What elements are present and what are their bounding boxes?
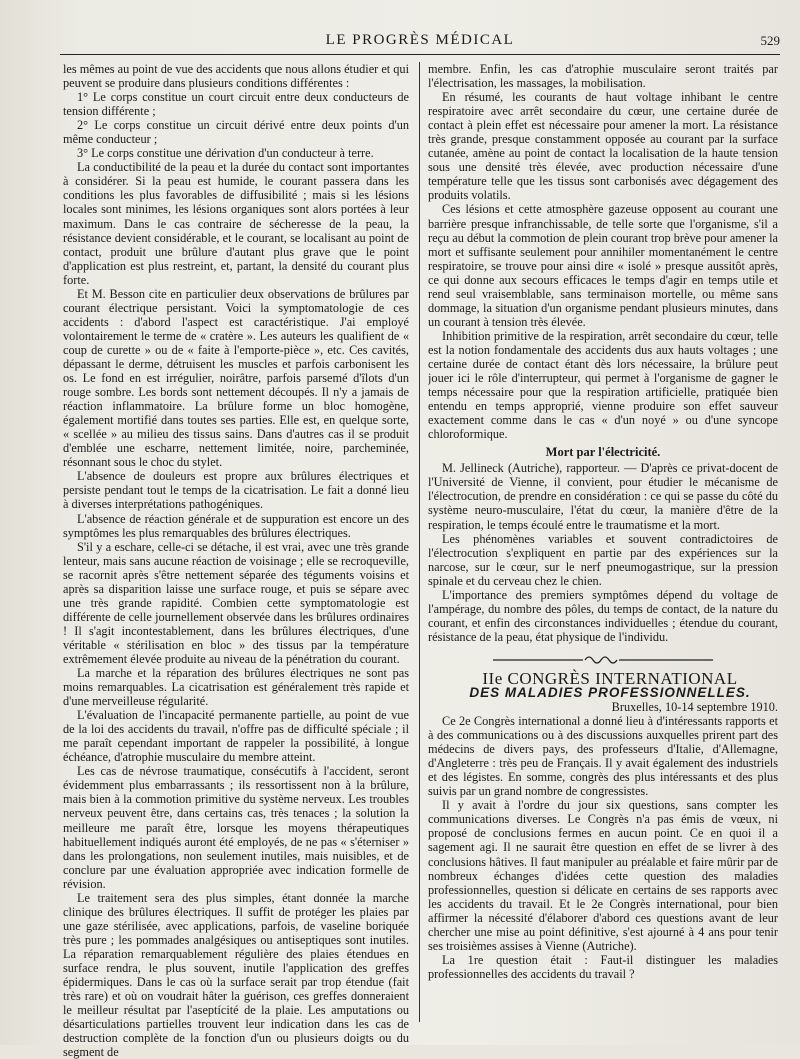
column-divider	[419, 62, 420, 1022]
paragraph: La marche et la réparation des brûlures électriques ne sont pas moins remarquables. La cicatrisation est généralement très rapide et d'une merveilleuse régularité.	[63, 666, 409, 709]
paragraph: La conductibilité de la peau et la durée du contact sont importantes à considérer. Si la peau est humide, le courant passera dans les conditions les plus favorables de diffusibilité ; mais si les lésions locales sont minimes, les lésions organiques sont alors portées à leur maximum. Dans le cas contraire de sécheresse de la peau, la résistance devient considérable, et le courant, se localisant au point de contact, produit une brûlure d'autant plus grave que le point d'application est plus restreint, et, partant, la densité du courant plus forte.	[63, 160, 409, 287]
paragraph: En résumé, les courants de haut voltage inhibant le centre respiratoire avec arrêt secondaire du cœur, une certaine durée de contact à plein effet est nécessaire pour amener la mort. La résistance très grande, presque constamment opposée au courant par la surface cutanée, amène au point de contact la localisation de la haute tension sous une densité très élevée, avec production nécessaire d'une température telle que les tissus sont carbonisés avec dégagement des produits volatils.	[428, 90, 778, 203]
paragraph: Les phénomènes variables et souvent contradictoires de l'électrocution s'expliquent en partie par des expériences sur la narcose, sur le cœur, sur le nerf pneumogastrique, sur la pression spinale et du cerveau chez le chien.	[428, 531, 778, 588]
list-item: 1° Le corps constitue un court circuit entre deux conducteurs de tension différente ;	[63, 90, 409, 119]
paragraph: La 1re question était : Faut-il distinguer les maladies professionnelles des accidents du travail ?	[428, 952, 778, 981]
right-column	[428, 62, 778, 981]
paragraph: membre. Enfin, les cas d'atrophie musculaire seront traités par l'électrisation, les massages, la mobilisation.	[428, 62, 778, 91]
list-item: 2° Le corps constitue un circuit dérivé entre deux points d'un même conducteur ;	[63, 118, 409, 147]
paragraph: L'importance des premiers symptômes dépend du voltage de l'ampérage, du nombre des pôles, du temps de contact, de la nature du courant, et enfin des circonstances individuelles ; étendue du courant, résistance de la peau, état physique de l'individu.	[428, 587, 778, 644]
left-column	[63, 62, 409, 1059]
congress-place-date: Bruxelles, 10-14 septembre 1910.	[611, 700, 778, 715]
paragraph: Et M. Besson cite en particulier deux observations de brûlures par courant électrique persistant. Voici la symptomatologie de ces accidents : d'abord l'aspect est caractéristique. J'ai employé volontairement le terme de « cratère ». Les auteurs les qualifient de « coup de curette » ou de « faite à l'emporte-pièce », etc. Ces cavités, dépassant le derme, détruisent les muscles et parfois carbonisent les os. Le fond en est irrégulier, noirâtre, parfois parsemé d'îlots d'un rouge sombre. Les bords sont nettement découpés. Il n'y a jamais de réaction inflammatoire. La brûlure forme un bloc homogène, également mortifié dans toutes ses parties. Elle est, en quelque sorte, « scellée » au milieu des tissus sains. Dans d'autres cas il se produit d'emblée une escharre, nettement limitée, noire, parcheminée, résonnant sous le choc du stylet.	[63, 286, 409, 470]
paragraph: L'évaluation de l'incapacité permanente partielle, au point de vue de la loi des accidents du travail, n'offre pas de difficulté spéciale ; il me paraît cependant important de rappeler la possibilité, à longue échéance, d'atrophie musculaire du membre atteint.	[63, 708, 409, 765]
paragraph: L'absence de douleurs est propre aux brûlures électriques et persiste pendant tout le temps de la cicatrisation. Le fait a donné lieu à diverses interprétations pathogéniques.	[63, 469, 409, 512]
congress-subtitle: DES MALADIES PROFESSIONNELLES.	[469, 684, 751, 700]
paragraph: les mêmes au point de vue des accidents que nous allons étudier et qui peuvent se produire dans plusieurs conditions différentes :	[63, 62, 409, 91]
paragraph: Les cas de névrose traumatique, consécutifs à l'accident, seront évidemment plus embarrassants ; ils ressortissent non à la brûlure, mais bien à la commotion primitive du système nerveux. Les troubles nerveux peuvent être, dans certains cas, très tenaces ; la solution la meilleure me paraît être, lorsque les moyens thérapeutiques habituellement indiqués auront été employés, de ne pas « s'éterniser » dans les prolongations, non seulement inutiles, mais nuisibles, et de conclure par une évaluation appropriée avec indication formelle de révision.	[63, 764, 409, 891]
paragraph: Inhibition primitive de la respiration, arrêt secondaire du cœur, telle est la notion fondamentale des accidents dus aux hauts voltages ; une certaine durée de contact étant dès lors nécessaire, la brûlure peut jouer ici le rôle d'interrupteur, qui permet à l'organisme de gagner le temps nécessaire pour que la respiration artificielle, pratiquée bien entendu en temps approprié, vienne produire son effet sauveur exactement comme dans le cas « d'un noyé » ou d'une syncope chloroformique.	[428, 328, 778, 442]
paragraph: M. Jellineck (Autriche), rapporteur. — D'après ce privat-docent de l'Université de Vienne, il convient, pour étudier le mécanisme de l'électrocution, de prendre en considération : ce qui se passe du côté du système neuro-musculaire, l'état du cœur, la manière d'être de la respiration, le temps écoulé entre le traumatisme et la mort.	[428, 461, 778, 532]
paragraph: Le traitement sera des plus simples, étant donnée la marche clinique des brûlures électriques. Il suffit de protéger les plaies par une gaze stérilisée, avec applications, parfois, de vaseline boriquée très pure ; les pommades analgésiques ou antiseptiques sont inutiles. La réparation remarquablement régulière des plaies étendues en surface rendra, le plus souvent, inutile l'application des greffes épidermiques. Dans le cas où la surface serait par trop étendue (fait très rare) et où on voudrait hâter la guérison, ces greffes donneraient le meilleur résultat par l'aseptícité de la plaie. Les amputations ou désarticulations partielles trouvent leur indication dans les cas de destruction complète de la fonction d'un ou plusieurs doigts ou du segment de	[63, 890, 409, 1059]
journal-title: LE PROGRÈS MÉDICAL	[325, 32, 515, 48]
ornamental-separator	[453, 654, 753, 666]
header-rule	[60, 54, 780, 55]
paragraph: L'absence de réaction générale et de suppuration est encore un des symptômes les plus remarquables des brûlures électriques.	[63, 511, 409, 540]
paragraph: S'il y a eschare, celle-ci se détache, il est vrai, avec une très grande lenteur, mais sans aucune réaction de voisinage ; elle se recroqueville, se racornit après s'être nettement séparée des téguments voisins et après sa disparition laisse une surface rouge, et puis se sépare avec une très grande rapidité. Combien cette symptomatologie est différente de celle journellement observée dans les brûlures ordinaires ! Il s'agit incontestablement, dans les brûlures électriques, d'une véritable « stérilisation en bloc » des tissus par la température extrêmement élevée produite au niveau de la pénétration du courant.	[63, 539, 409, 666]
page-header	[60, 30, 780, 52]
section-heading: Mort par l'électricité.	[545, 445, 661, 460]
paragraph: Ces lésions et cette atmosphère gazeuse opposent au courant une barrière presque infranchissable, de telle sorte que l'organisme, s'il a reçu au début la commotion de plein courant trop brève pour amener la mort et suffisante seulement pour annihiler momentanément le centre respiratoire, se trouve pour ainsi dire « isolé » presque aussitôt après, ce qui donne aux secours efficaces le temps d'agir en temps utile et rend seul vraisemblable, sans terminaison mortelle, ou même sans dommage, la situation d'un organisme pendant plusieurs minutes, dans un courant à tension très élevée.	[428, 202, 778, 329]
page-number: 529	[760, 33, 780, 48]
list-item: 3° Le corps constitue une dérivation d'un conducteur à terre.	[77, 146, 374, 161]
congress-title: IIe CONGRÈS INTERNATIONAL	[482, 668, 738, 688]
paragraph: Il y avait à l'ordre du jour six questions, sans compter les communications diverses. Le Congrès n'a pas émis de vœux, ni proposé de conclusions fermes en aucun point. Ce en quoi il a sagement agi. Il ne saurait être question en effet de se livrer à des conclusions hâtives. Il faut manipuler au préalable et faire mûrir par de nombreux échanges d'idées cette question des maladies professionnelles, question si délicate en certains de ses rapports avec les accidents du travail. Et le 2e Congrès international, pour bien affirmer la nécessité d'élaborer d'abord ces questions avant de leur chercher une mise au point définitive, s'est ajourné à 4 ans pour tenir ses troisièmes assises à Vienne (Autriche).	[428, 798, 778, 953]
paragraph: Ce 2e Congrès international a donné lieu à d'intéressants rapports et à des communications ou à des discussions auxquelles prirent part des médecins de divers pays, des professeurs d'Italie, d'Allemagne, d'Angleterre : très peu de Français. Il y avait également des industriels et des légistes. En somme, congrès des plus intéressants et des plus suivis par un grand nombre de congressistes.	[428, 714, 778, 799]
